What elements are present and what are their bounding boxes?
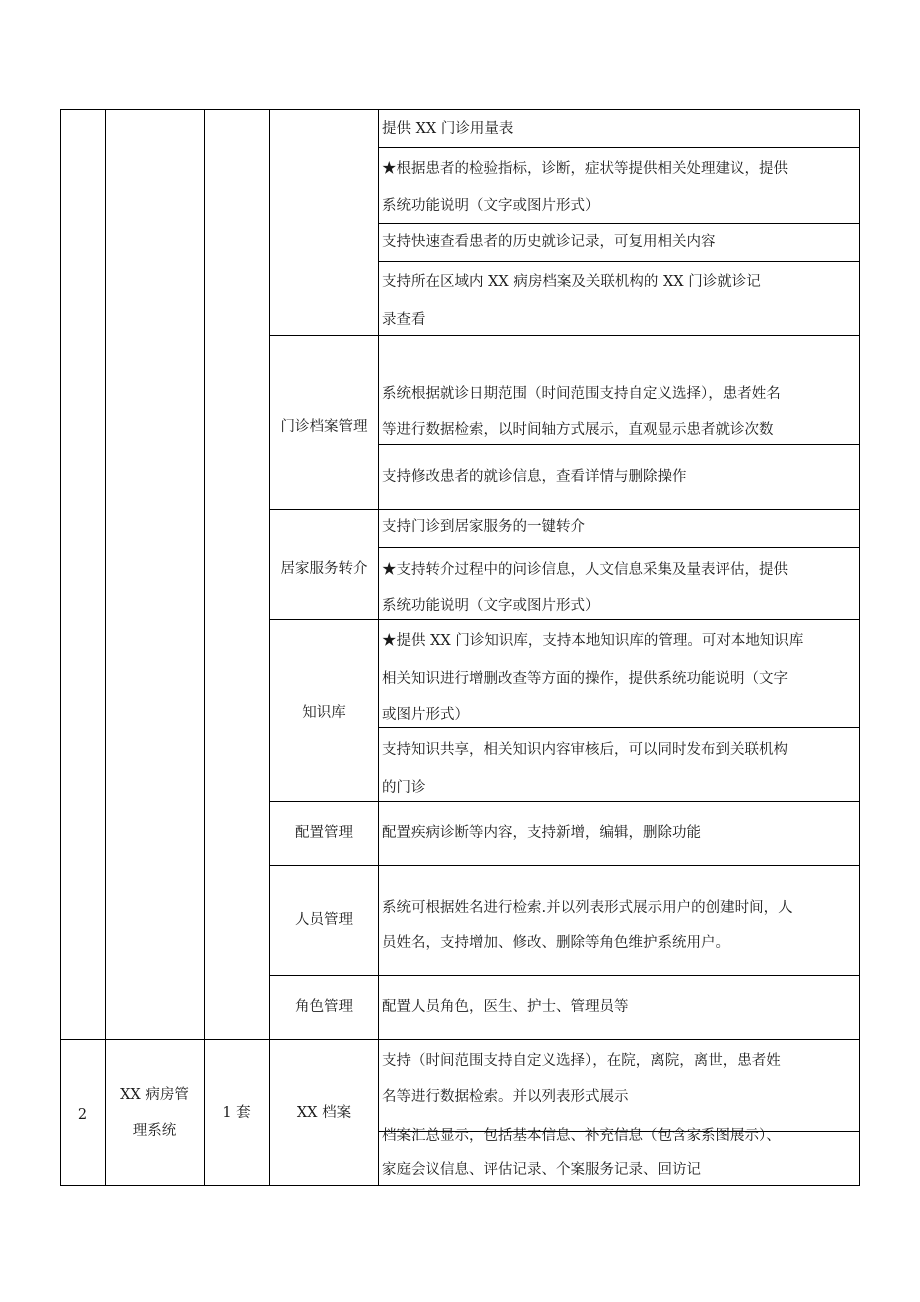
row-divider bbox=[269, 335, 860, 336]
subsystem-label: 门诊档案管理 bbox=[280, 419, 368, 435]
requirement-text: 名等进行数据检索。并以列表形式展示 bbox=[382, 1089, 629, 1105]
table-border-left bbox=[60, 109, 61, 1186]
requirement-text: 系统根据就诊日期范围（时间范围支持自定义选择），患者姓名 bbox=[382, 386, 781, 402]
requirement-text: 支持（时间范围支持自定义选择），在院，离院，离世，患者姓 bbox=[382, 1053, 781, 1069]
row-divider bbox=[378, 727, 860, 728]
row-index: 2 bbox=[77, 1107, 88, 1123]
row-divider bbox=[269, 865, 860, 866]
system-name: 理系统 bbox=[132, 1123, 177, 1139]
row-divider bbox=[378, 261, 860, 262]
requirement-text: 支持门诊到居家服务的一键转介 bbox=[382, 519, 585, 535]
requirement-text: 支持所在区域内 XX 病房档案及关联机构的 XX 门诊就诊记 bbox=[382, 274, 761, 290]
row-divider bbox=[269, 801, 860, 802]
system-name: XX 病房管 bbox=[120, 1087, 189, 1103]
row-divider bbox=[378, 147, 860, 148]
requirement-text: 员姓名，支持增加、修改、删除等角色维护系统用户。 bbox=[382, 935, 730, 951]
row-divider bbox=[60, 1039, 860, 1040]
column-divider bbox=[378, 109, 379, 1186]
subsystem-label: 居家服务转介 bbox=[280, 561, 368, 577]
requirement-text: 录查看 bbox=[382, 312, 426, 328]
requirement-text: 相关知识进行增删改查等方面的操作，提供系统功能说明（文字 bbox=[382, 671, 788, 687]
requirement-text: ★支持转介过程中的问诊信息，人文信息采集及量表评估，提供 bbox=[382, 562, 788, 578]
requirement-text: 的门诊 bbox=[382, 780, 426, 796]
subsystem-label: 知识库 bbox=[302, 705, 346, 721]
row-divider bbox=[269, 509, 860, 510]
row-divider bbox=[269, 975, 860, 976]
subsystem-label: 角色管理 bbox=[295, 999, 353, 1015]
row-divider bbox=[378, 444, 860, 445]
requirement-text: 提供 XX 门诊用量表 bbox=[382, 121, 514, 137]
requirement-text: 支持快速查看患者的历史就诊记录，可复用相关内容 bbox=[382, 234, 716, 250]
subsystem-label: 人员管理 bbox=[295, 912, 353, 928]
row-divider bbox=[269, 619, 860, 620]
requirement-text: 支持知识共享，相关知识内容审核后，可以同时发布到关联机构 bbox=[382, 742, 788, 758]
column-divider bbox=[204, 109, 205, 1186]
requirement-text: ★根据患者的检验指标，诊断，症状等提供相关处理建议，提供 bbox=[382, 161, 788, 177]
table-border-top bbox=[60, 109, 860, 110]
requirement-text: 配置疾病诊断等内容，支持新增，编辑，删除功能 bbox=[382, 825, 701, 841]
requirement-text: 系统可根据姓名进行检索.并以列表形式展示用户的创建时间，人 bbox=[382, 900, 793, 916]
column-divider bbox=[269, 109, 270, 1186]
quantity: 1 套 bbox=[222, 1105, 251, 1121]
requirement-text: 配置人员角色，医生、护士、管理员等 bbox=[382, 999, 629, 1015]
row-divider bbox=[378, 547, 860, 548]
requirement-text: 等进行数据检索，以时间轴方式展示，直观显示患者就诊次数 bbox=[382, 422, 774, 438]
requirement-text: 系统功能说明（文字或图片形式） bbox=[382, 198, 600, 214]
subsystem-label: XX 档案 bbox=[296, 1105, 352, 1121]
requirement-text: ★提供 XX 门诊知识库，支持本地知识库的管理。可对本地知识库 bbox=[382, 633, 804, 649]
table-border-bottom bbox=[60, 1185, 860, 1186]
requirement-text: 档案汇总显示，包括基本信息、补充信息（包含家系图展示）、 bbox=[382, 1128, 781, 1144]
requirement-text: 系统功能说明（文字或图片形式） bbox=[382, 598, 600, 614]
requirement-text: 或图片形式） bbox=[382, 707, 469, 723]
table-border-right bbox=[859, 109, 860, 1186]
column-divider bbox=[105, 109, 106, 1186]
row-divider bbox=[378, 223, 860, 224]
requirement-text: 家庭会议信息、评估记录、个案服务记录、回访记 bbox=[382, 1162, 701, 1178]
requirement-text: 支持修改患者的就诊信息，查看详情与删除操作 bbox=[382, 469, 687, 485]
subsystem-label: 配置管理 bbox=[295, 825, 353, 841]
